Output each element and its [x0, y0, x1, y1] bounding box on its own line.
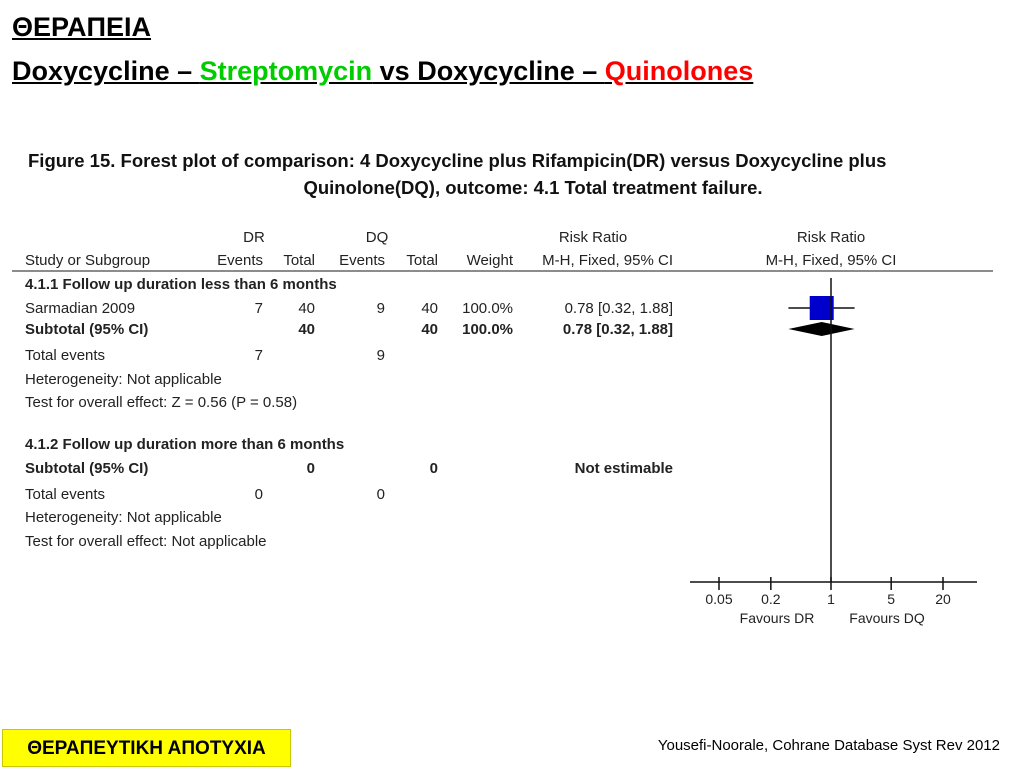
title-part-streptomycin: Streptomycin	[199, 56, 373, 86]
row-9-label: Total events	[25, 486, 106, 503]
favours-right-label: Favours DQ	[849, 610, 925, 626]
row-4-label: Total events	[25, 347, 106, 364]
dq-group-header: DQ	[365, 229, 389, 246]
col-header-weight: Weight	[466, 252, 513, 269]
row-1-label: 4.1.1 Follow up duration less than 6 months	[25, 276, 337, 293]
x-tick-label-2: 0.2	[761, 591, 781, 607]
row-2-dq-events: 9	[376, 300, 385, 317]
title-line1: ΘΕΡΑΠΕΙΑ	[12, 12, 152, 42]
row-6-label: Test for overall effect: Z = 0.56 (P = 0.58)	[25, 394, 298, 411]
row-4-dq-events: 9	[376, 347, 385, 364]
x-tick-label-5: 20	[935, 591, 951, 607]
row-9-dr-events: 0	[254, 486, 263, 503]
row-4-dr-events: 7	[254, 347, 263, 364]
caption-line1: Figure 15. Forest plot of comparison: 4 Doxycycline plus Rifampicin(DR) versus Doxycycline plus	[28, 150, 887, 171]
row-5-label: Heterogeneity: Not applicable	[25, 371, 222, 388]
col-header-dr-total: Total	[283, 252, 315, 269]
col-header-dq-events: Events	[339, 252, 385, 269]
x-tick-label-3: 1	[827, 591, 835, 607]
row-8-rr-text: Not estimable	[574, 460, 673, 477]
treatment-failure-badge: ΘΕΡΑΠΕΥΤΙΚΗ ΑΠΟΤΥΧΙΑ	[2, 729, 291, 767]
row-10-label: Heterogeneity: Not applicable	[25, 509, 222, 526]
row-8-dr-total: 0	[306, 460, 315, 477]
x-tick-label-1: 0.05	[705, 591, 733, 607]
row-3-rr-text: 0.78 [0.32, 1.88]	[562, 321, 673, 338]
row-2-dq-total: 40	[421, 300, 438, 317]
caption-line2: Quinolone(DQ), outcome: 4.1 Total treatment failure.	[303, 177, 763, 198]
col-header-rr-plot: M-H, Fixed, 95% CI	[765, 252, 897, 269]
row-3-dq-total: 40	[421, 321, 438, 338]
row-2-label: Sarmadian 2009	[25, 300, 136, 317]
title-part-quinolones: Quinolones	[604, 56, 754, 86]
row-3-label: Subtotal (95% CI)	[25, 321, 149, 338]
row-3-summary-diamond	[788, 322, 854, 336]
row-2-rr-text: 0.78 [0.32, 1.88]	[564, 300, 673, 317]
row-2-dr-events: 7	[254, 300, 263, 317]
favours-left-label: Favours DR	[739, 610, 815, 626]
dr-group-header: DR	[243, 229, 265, 246]
row-3-weight: 100.0%	[462, 321, 513, 338]
row-8-dq-total: 0	[429, 460, 438, 477]
citation: Yousefi-Noorale, Cohrane Database Syst Rev 2012	[657, 737, 1000, 754]
rr-plot-group-header: Risk Ratio	[796, 229, 866, 246]
title-part-vs-doxycycline: vs Doxycycline –	[372, 56, 605, 86]
row-11-label: Test for overall effect: Not applicable	[25, 533, 267, 550]
row-2-dr-total: 40	[298, 300, 315, 317]
row-7-label: 4.1.2 Follow up duration more than 6 months	[25, 436, 345, 453]
x-tick-label-4: 5	[887, 591, 896, 607]
row-9-dq-events: 0	[376, 486, 385, 503]
col-header-study: Study or Subgroup	[25, 252, 151, 269]
col-header-dq-total: Total	[406, 252, 438, 269]
row-2-study-marker	[810, 296, 834, 320]
title-part-doxycycline-1: Doxycycline –	[12, 56, 200, 86]
row-8-label: Subtotal (95% CI)	[25, 460, 149, 477]
col-header-rr-table: M-H, Fixed, 95% CI	[542, 252, 673, 269]
rr-table-group-header: Risk Ratio	[558, 229, 628, 246]
col-header-dr-events: Events	[217, 252, 263, 269]
row-2-weight: 100.0%	[462, 300, 513, 317]
row-3-dr-total: 40	[298, 321, 315, 338]
